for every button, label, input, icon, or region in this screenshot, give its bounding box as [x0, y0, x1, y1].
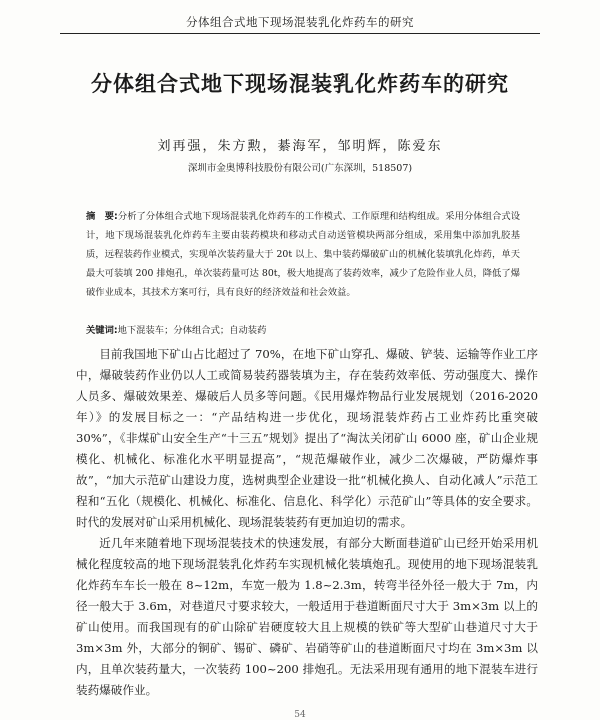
- keywords: [86, 322, 520, 336]
- paragraph: 目前我国地下矿山占比超过了 70%，在地下矿山穿孔、爆破、铲装、运输等作业工序中，爆破装药作业仍以人工或简易装药器装填为主，存在装药效率低、劳动强度大、操作人员多、爆破效果差、爆破后人员多等问题。《民用爆炸物品行业发展规划（2016-2020 年）》的发展目标之一：“产品结构进一步优化，现场混装炸药占工业炸药比重突破 30%”，《非煤矿山安全生产“十三五”规划》提出了“淘汰关闭矿山 6000 座，矿山企业规模化、机械化、标准化水平明显提高”，“规范爆破作业，减少二次爆破，严防爆炸事故”，“加大示范矿山建设力度，选树典型企业建设一批“机械化换人、自动化减人”示范工程和“五化（规模化、机械化、标准化、信息化、科学化）示范矿山”等具体的安全要求。时代的发展对矿山采用机械化、现场混装装药有更加迫切的需求。: [76, 347, 538, 529]
- paragraph: 近几年来随着地下现场混装技术的快速发展，有部分大断面巷道矿山已经开始采用机械化程度较高的地下现场混装乳化炸药车实现机械化装填炮孔。现使用的地下现场混装乳化炸药车车长一般在 8~12m，车宽一般为 1.8~2.3m，转弯半径外径一般大于 7m，内径一般大于 3.6m，对巷道尺寸要求较大，一般适用于巷道断面尺寸大于 3m×3m 以上的矿山使用。而我国现有的矿山除矿岩硬度较大且上规模的铁矿等大型矿山巷道尺寸大于 3m×3m 外，大部分的铜矿、锡矿、磷矿、岩硝等矿山的巷道断面尺寸均在 3m×3m 以内，且单次装药量大，一次装药 100~200 排炮孔。无法采用现有通用的地下混装车进行装药爆破作业。: [76, 536, 538, 697]
- abstract-text: 分析了分体组合式地下现场混装乳化炸药车的工作模式、工作原理和结构组成。采用分体组合式设计，地下现场混装乳化炸药车主要由装药模块和移动式自动送管模块两部分组成，采用集中添加乳胶基质，远程装药作业模式，实现单次装药量大于 20t 以上、集中装药爆破矿山的机械化装填乳化炸药，单天最大可装填 200 排炮孔，单次装药量可达 80t，极大地提高了装药效率，减少了危险作业人员，降低了爆破作业成本，其技术方案可行，具有良好的经济效益和社会效益。: [86, 211, 520, 298]
- keywords-text: 地下混装车；分体组合式；自动装药: [117, 325, 267, 336]
- abstract-label: 摘 要:: [86, 211, 118, 222]
- running-header: 分体组合式地下现场混装乳化炸药车的研究: [186, 15, 414, 29]
- keywords-label: 关键词:: [86, 325, 118, 336]
- article-title: 分体组合式地下现场混装乳化炸药车的研究: [91, 72, 509, 96]
- author-list: 刘再强，朱方勲，綦海军，邹明辉，陈爱东: [157, 139, 443, 154]
- body-text: [76, 344, 538, 701]
- page-number: 54: [294, 710, 306, 720]
- abstract: [86, 207, 520, 302]
- affiliation: 深圳市金奥博科技股份有限公司(广东深圳，518507): [187, 163, 413, 174]
- header-divider: [60, 33, 540, 34]
